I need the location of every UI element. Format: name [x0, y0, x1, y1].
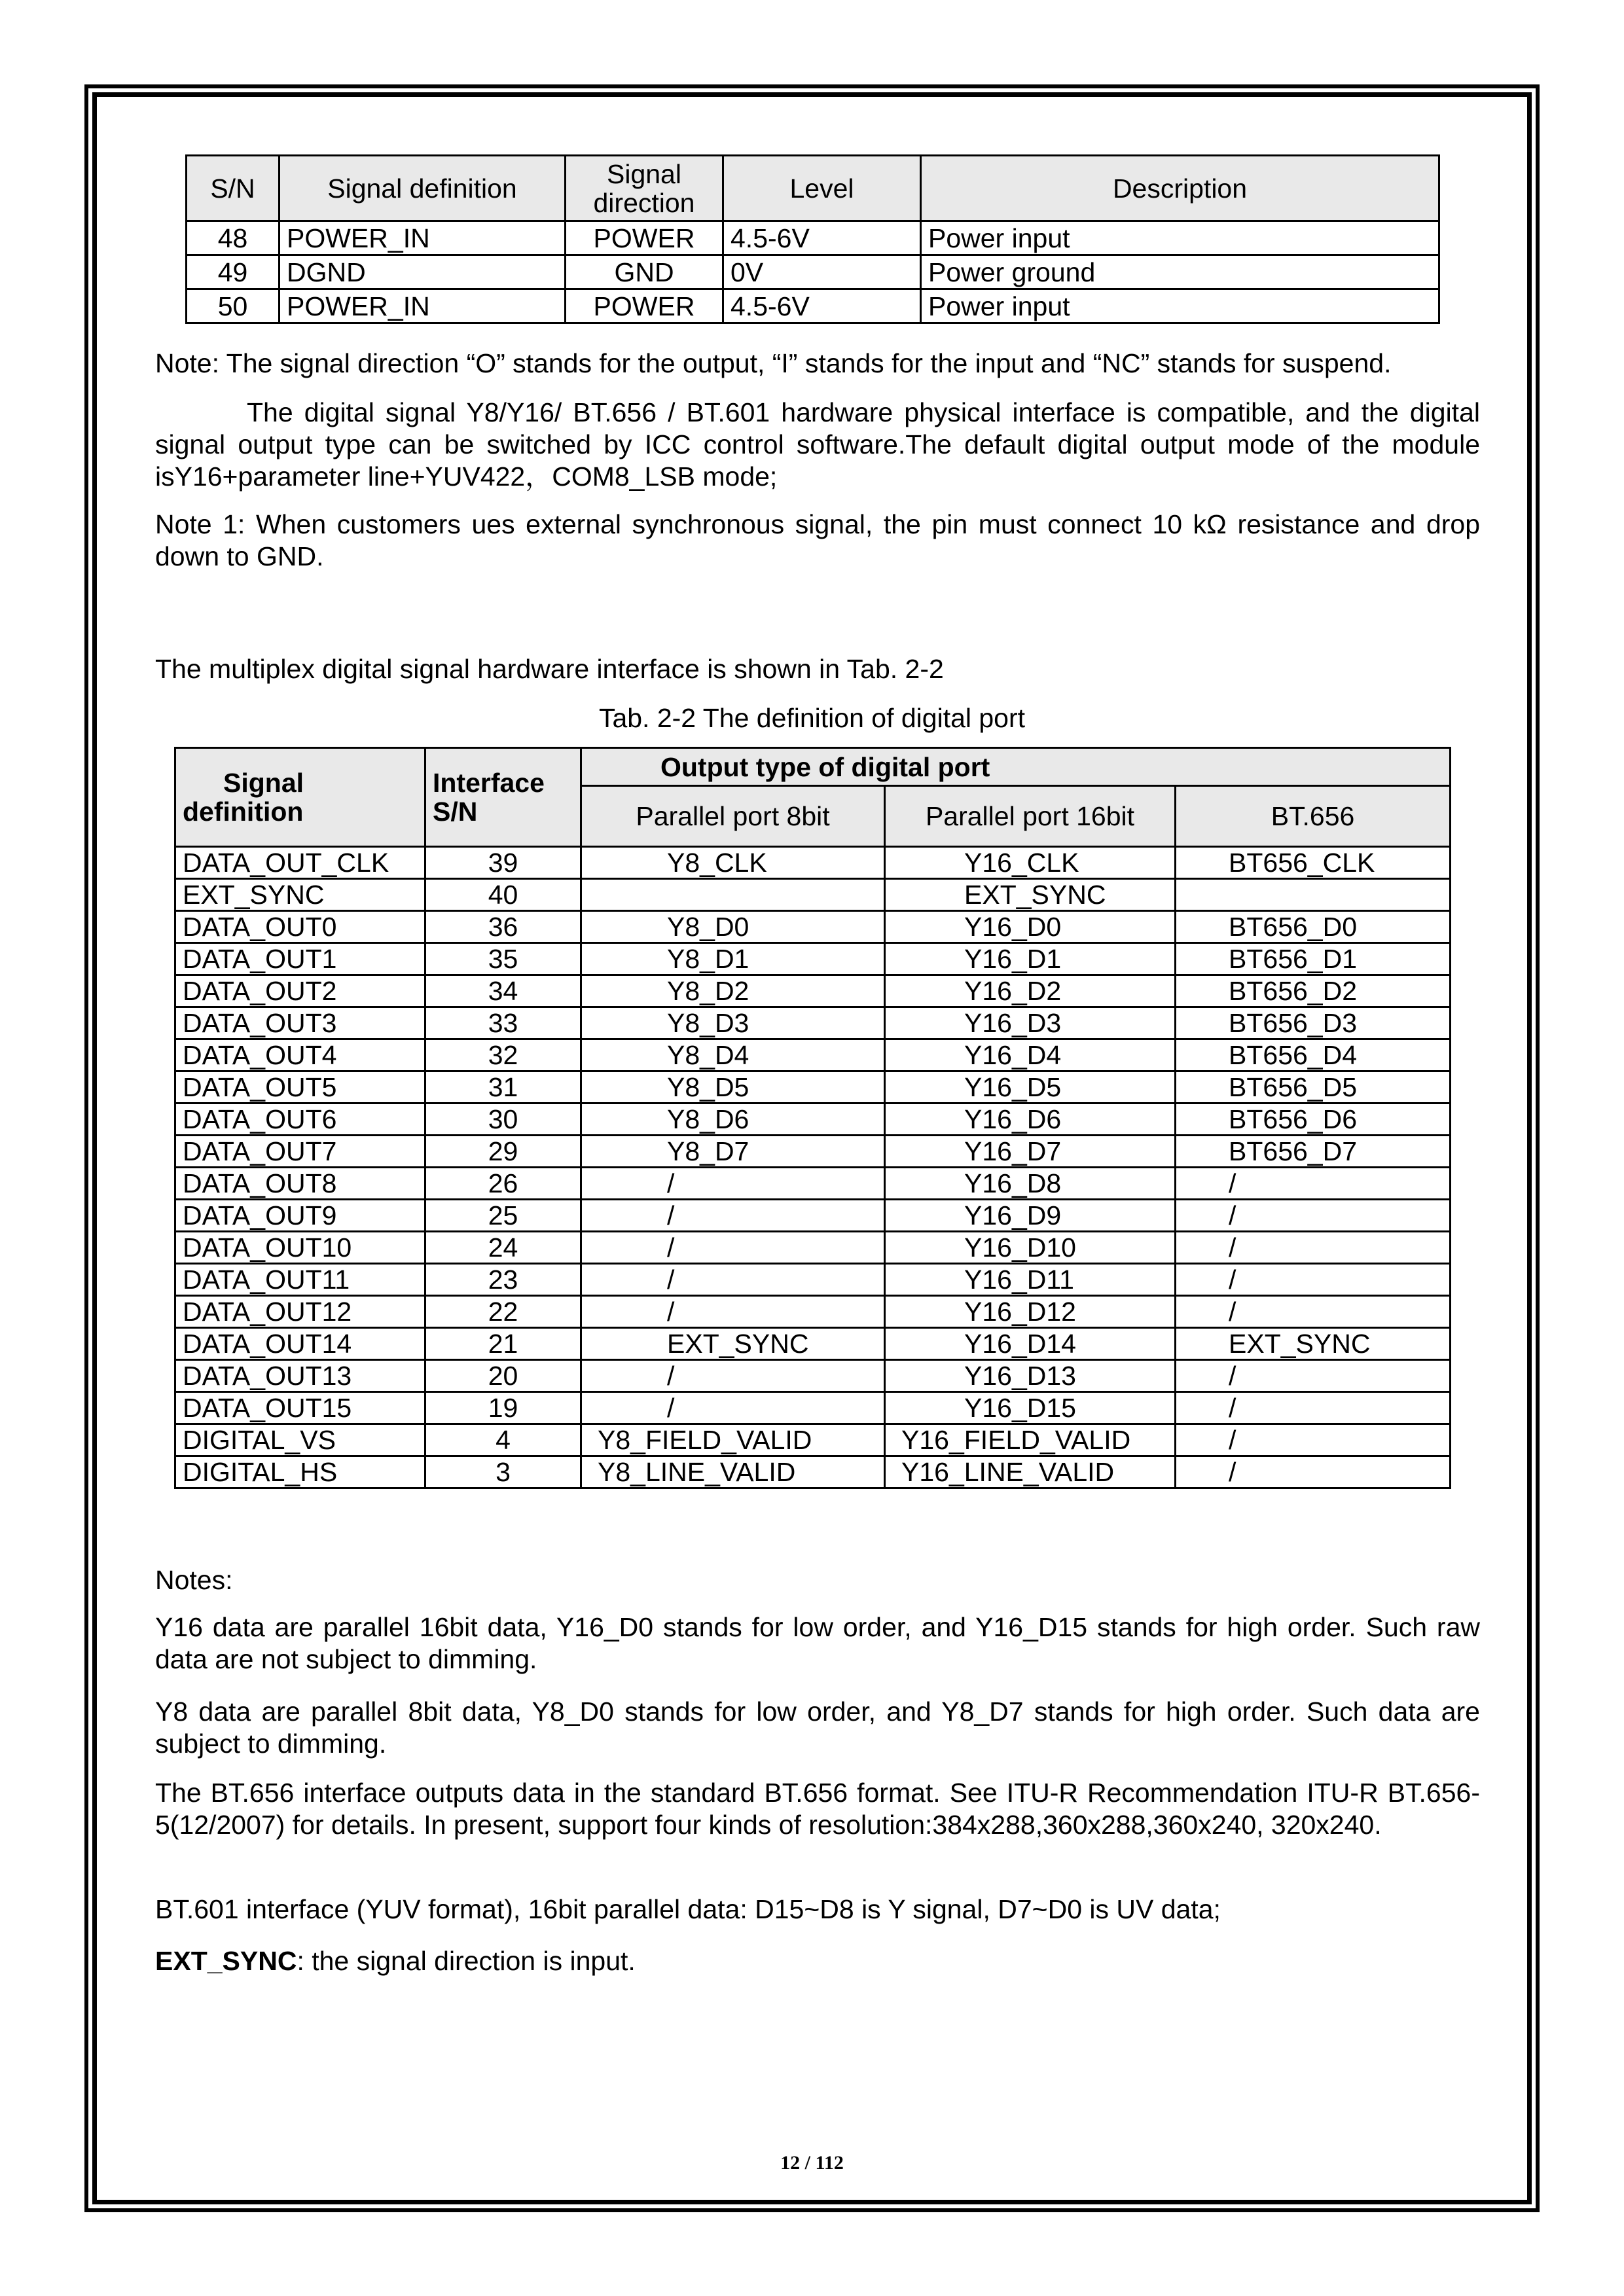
- table-row: [175, 975, 1451, 1007]
- table-row: [187, 289, 1439, 323]
- cell-interface-sn: 24: [425, 1232, 581, 1264]
- cell-signal: DATA_OUT13: [175, 1360, 425, 1392]
- col-header-output-type-group: Output type of digital port: [581, 748, 1451, 786]
- table-row: [175, 943, 1451, 975]
- cell-sn: 49: [187, 255, 280, 289]
- cell-parallel-16bit: Y16_D13: [885, 1360, 1176, 1392]
- cell-bt656: [1176, 879, 1451, 911]
- cell-bt656: /: [1176, 1456, 1451, 1488]
- cell-parallel-16bit: Y16_D4: [885, 1039, 1176, 1071]
- note-signal-direction: Note: The signal direction “O” stands for the output, “I” stands for the input and “NC” stands for suspend.: [155, 348, 1392, 378]
- cell-level: 4.5-6V: [723, 221, 921, 255]
- col-header-signal-definition: Signal definition: [280, 156, 566, 221]
- table-row: [175, 1456, 1451, 1488]
- cell-interface-sn: 21: [425, 1328, 581, 1360]
- cell-signal: DIGITAL_VS: [175, 1424, 425, 1456]
- cell-parallel-16bit: Y16_D7: [885, 1136, 1176, 1168]
- cell-parallel-16bit: Y16_D8: [885, 1168, 1176, 1200]
- col-header-bt656: BT.656: [1176, 786, 1451, 847]
- cell-description: Power ground: [921, 255, 1439, 289]
- cell-signal: DATA_OUT1: [175, 943, 425, 975]
- cell-interface-sn: 20: [425, 1360, 581, 1392]
- cell-parallel-8bit: /: [581, 1232, 885, 1264]
- col-header-signal-definition: Signal definition: [175, 748, 425, 847]
- cell-parallel-8bit: EXT_SYNC: [581, 1328, 885, 1360]
- cell-parallel-16bit: Y16_D11: [885, 1264, 1176, 1296]
- cell-parallel-8bit: /: [581, 1264, 885, 1296]
- note-bt656: The BT.656 interface outputs data in the standard BT.656 format. See ITU-R Recommendation ITU-R BT.656-5(12/2007) for details. In present, support four kinds of resolution:384x288,360x288,360x240, 320x240.: [155, 1778, 1480, 1840]
- cell-interface-sn: 30: [425, 1103, 581, 1136]
- cell-bt656: /: [1176, 1424, 1451, 1456]
- cell-parallel-8bit: /: [581, 1296, 885, 1328]
- cell-interface-sn: 3: [425, 1456, 581, 1488]
- table-row: [175, 911, 1451, 943]
- cell-interface-sn: 25: [425, 1200, 581, 1232]
- cell-bt656: /: [1176, 1168, 1451, 1200]
- note-y8: Y8 data are parallel 8bit data, Y8_D0 stands for low order, and Y8_D7 stands for high order. Such data are subject to dimming.: [155, 1696, 1480, 1759]
- table-row: [175, 879, 1451, 911]
- cell-bt656: /: [1176, 1360, 1451, 1392]
- cell-signal: EXT_SYNC: [175, 879, 425, 911]
- cell-parallel-16bit: Y16_FIELD_VALID: [885, 1424, 1176, 1456]
- table2-caption: Tab. 2-2 The definition of digital port: [598, 703, 1026, 733]
- cell-signal: DATA_OUT15: [175, 1392, 425, 1424]
- notes-title: Notes:: [155, 1565, 233, 1595]
- table-row: [175, 1328, 1451, 1360]
- cell-parallel-16bit: Y16_CLK: [885, 847, 1176, 879]
- ext-sync-text: : the signal direction is input.: [297, 1946, 636, 1976]
- cell-parallel-16bit: Y16_D12: [885, 1296, 1176, 1328]
- col-header-interface-sn: Interface S/N: [425, 748, 581, 847]
- note-y16: Y16 data are parallel 16bit data, Y16_D0 stands for low order, and Y16_D15 stands for high order. Such raw data are not subject to dimming.: [155, 1612, 1480, 1674]
- table-row: [175, 1103, 1451, 1136]
- table-row: [175, 1296, 1451, 1328]
- cell-interface-sn: 34: [425, 975, 581, 1007]
- cell-parallel-8bit: Y8_D7: [581, 1136, 885, 1168]
- cell-bt656: /: [1176, 1200, 1451, 1232]
- cell-signal: DATA_OUT5: [175, 1071, 425, 1103]
- cell-interface-sn: 26: [425, 1168, 581, 1200]
- cell-bt656: /: [1176, 1296, 1451, 1328]
- cell-signal: DATA_OUT0: [175, 911, 425, 943]
- cell-parallel-8bit: Y8_D2: [581, 975, 885, 1007]
- cell-description: Power input: [921, 289, 1439, 323]
- cell-signal: DATA_OUT8: [175, 1168, 425, 1200]
- cell-bt656: BT656_D7: [1176, 1136, 1451, 1168]
- cell-parallel-8bit: /: [581, 1168, 885, 1200]
- cell-interface-sn: 4: [425, 1424, 581, 1456]
- table-row: [175, 1136, 1451, 1168]
- cell-interface-sn: 36: [425, 911, 581, 943]
- table-row: [187, 255, 1439, 289]
- cell-parallel-16bit: Y16_D14: [885, 1328, 1176, 1360]
- cell-bt656: BT656_D5: [1176, 1071, 1451, 1103]
- cell-parallel-16bit: Y16_D0: [885, 911, 1176, 943]
- cell-sn: 50: [187, 289, 280, 323]
- cell-bt656: BT656_D0: [1176, 911, 1451, 943]
- cell-interface-sn: 39: [425, 847, 581, 879]
- cell-parallel-8bit: /: [581, 1200, 885, 1232]
- cell-parallel-8bit: Y8_D3: [581, 1007, 885, 1039]
- cell-parallel-8bit: /: [581, 1360, 885, 1392]
- cell-signal: DATA_OUT10: [175, 1232, 425, 1264]
- cell-parallel-8bit: [581, 879, 885, 911]
- col-header-description: Description: [921, 156, 1439, 221]
- table-row: [175, 1168, 1451, 1200]
- digital-port-table: [174, 747, 1451, 1489]
- note-ext-sync: [155, 1945, 636, 1977]
- cell-direction: POWER: [566, 221, 723, 255]
- cell-interface-sn: 19: [425, 1392, 581, 1424]
- cell-signal: POWER_IN: [280, 289, 566, 323]
- cell-signal: POWER_IN: [280, 221, 566, 255]
- cell-bt656: BT656_D6: [1176, 1103, 1451, 1136]
- cell-parallel-8bit: Y8_CLK: [581, 847, 885, 879]
- cell-interface-sn: 23: [425, 1264, 581, 1296]
- cell-signal: DGND: [280, 255, 566, 289]
- cell-level: 0V: [723, 255, 921, 289]
- col-header-parallel-8bit: Parallel port 8bit: [581, 786, 885, 847]
- ext-sync-label: EXT_SYNC: [155, 1946, 297, 1976]
- cell-parallel-8bit: Y8_D6: [581, 1103, 885, 1136]
- cell-signal: DATA_OUT6: [175, 1103, 425, 1136]
- cell-signal: DATA_OUT9: [175, 1200, 425, 1232]
- cell-parallel-16bit: Y16_D9: [885, 1200, 1176, 1232]
- cell-bt656: /: [1176, 1392, 1451, 1424]
- table-header-row: [175, 748, 1451, 786]
- cell-description: Power input: [921, 221, 1439, 255]
- table-row: [175, 1424, 1451, 1456]
- cell-bt656: BT656_D2: [1176, 975, 1451, 1007]
- cell-level: 4.5-6V: [723, 289, 921, 323]
- note-1: Note 1: When customers ues external synchronous signal, the pin must connect 10 kΩ resistance and drop down to GND.: [155, 509, 1480, 571]
- cell-bt656: BT656_CLK: [1176, 847, 1451, 879]
- table-row: [175, 1007, 1451, 1039]
- cell-bt656: BT656_D4: [1176, 1039, 1451, 1071]
- cell-parallel-8bit: Y8_FIELD_VALID: [581, 1424, 885, 1456]
- table-row: [175, 1071, 1451, 1103]
- cell-parallel-16bit: Y16_D10: [885, 1232, 1176, 1264]
- table-row: [175, 1392, 1451, 1424]
- cell-parallel-16bit: Y16_D2: [885, 975, 1176, 1007]
- table-row: [175, 1264, 1451, 1296]
- cell-parallel-16bit: Y16_D15: [885, 1392, 1176, 1424]
- cell-interface-sn: 32: [425, 1039, 581, 1071]
- cell-interface-sn: 31: [425, 1071, 581, 1103]
- cell-parallel-8bit: Y8_D0: [581, 911, 885, 943]
- cell-bt656: /: [1176, 1264, 1451, 1296]
- note-bt601: BT.601 interface (YUV format), 16bit parallel data: D15~D8 is Y signal, D7~D0 is UV data;: [155, 1894, 1221, 1924]
- cell-direction: POWER: [566, 289, 723, 323]
- cell-signal: DIGITAL_HS: [175, 1456, 425, 1488]
- cell-parallel-16bit: Y16_D1: [885, 943, 1176, 975]
- cell-bt656: EXT_SYNC: [1176, 1328, 1451, 1360]
- cell-bt656: BT656_D3: [1176, 1007, 1451, 1039]
- cell-parallel-8bit: Y8_D4: [581, 1039, 885, 1071]
- cell-signal: DATA_OUT_CLK: [175, 847, 425, 879]
- table-row: [175, 1039, 1451, 1071]
- cell-interface-sn: 33: [425, 1007, 581, 1039]
- cell-parallel-16bit: Y16_LINE_VALID: [885, 1456, 1176, 1488]
- cell-parallel-16bit: Y16_D6: [885, 1103, 1176, 1136]
- table-row: [175, 847, 1451, 879]
- cell-signal: DATA_OUT4: [175, 1039, 425, 1071]
- table-header-row: [187, 156, 1439, 221]
- power-pin-table: [185, 154, 1440, 324]
- cell-signal: DATA_OUT7: [175, 1136, 425, 1168]
- cell-parallel-16bit: Y16_D5: [885, 1071, 1176, 1103]
- cell-signal: DATA_OUT2: [175, 975, 425, 1007]
- table-row: [175, 1200, 1451, 1232]
- cell-interface-sn: 29: [425, 1136, 581, 1168]
- cell-signal: DATA_OUT11: [175, 1264, 425, 1296]
- multiplex-intro: The multiplex digital signal hardware interface is shown in Tab. 2-2: [155, 654, 944, 684]
- cell-bt656: BT656_D1: [1176, 943, 1451, 975]
- cell-bt656: /: [1176, 1232, 1451, 1264]
- col-header-signal-direction: Signal direction: [566, 156, 723, 221]
- table-row: [175, 1360, 1451, 1392]
- cell-parallel-8bit: Y8_D1: [581, 943, 885, 975]
- cell-parallel-8bit: Y8_D5: [581, 1071, 885, 1103]
- cell-parallel-8bit: /: [581, 1392, 885, 1424]
- cell-direction: GND: [566, 255, 723, 289]
- page-number: 12 / 112: [780, 2152, 844, 2174]
- col-header-parallel-16bit: Parallel port 16bit: [885, 786, 1176, 847]
- table-row: [175, 1232, 1451, 1264]
- cell-parallel-16bit: Y16_D3: [885, 1007, 1176, 1039]
- cell-signal: DATA_OUT3: [175, 1007, 425, 1039]
- cell-signal: DATA_OUT12: [175, 1296, 425, 1328]
- paragraph-interface-compatible: The digital signal Y8/Y16/ BT.656 / BT.601 hardware physical interface is compatible, and the digital signal output type can be switched by ICC control software.The default digital output mode of the module isY16+parameter line+YUV422，COM8_LSB mode;: [155, 397, 1480, 492]
- cell-parallel-8bit: Y8_LINE_VALID: [581, 1456, 885, 1488]
- col-header-level: Level: [723, 156, 921, 221]
- cell-signal: DATA_OUT14: [175, 1328, 425, 1360]
- cell-interface-sn: 40: [425, 879, 581, 911]
- table-row: [187, 221, 1439, 255]
- cell-parallel-16bit: EXT_SYNC: [885, 879, 1176, 911]
- cell-interface-sn: 35: [425, 943, 581, 975]
- cell-sn: 48: [187, 221, 280, 255]
- col-header-sn: S/N: [187, 156, 280, 221]
- cell-interface-sn: 22: [425, 1296, 581, 1328]
